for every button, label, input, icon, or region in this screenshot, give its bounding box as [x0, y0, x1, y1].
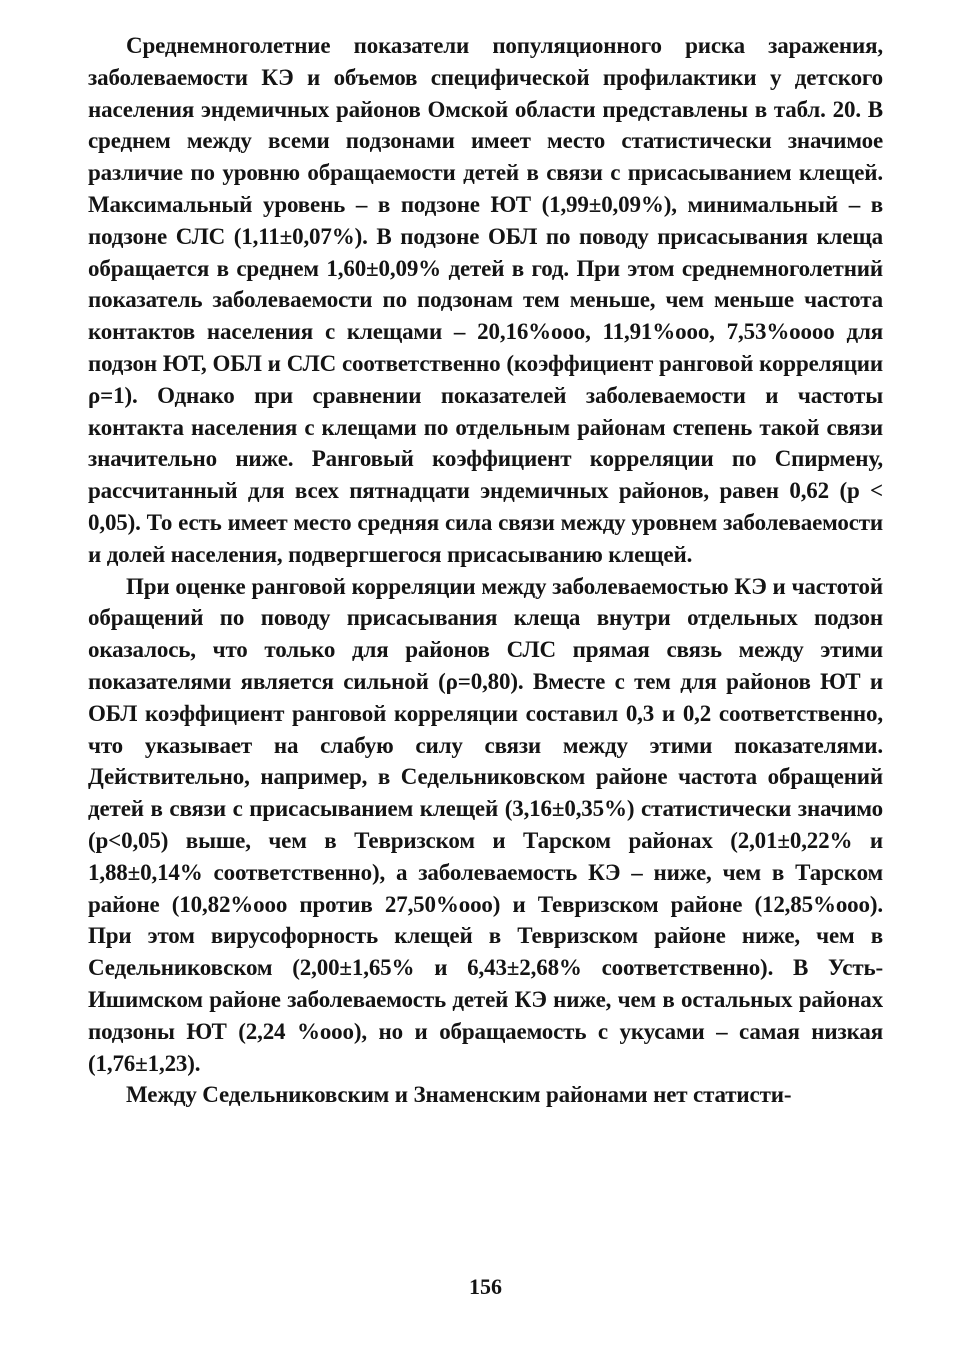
body-text — [88, 30, 883, 1111]
paragraph-1: Среднемноголетние показатели популяционного риска заражения, заболеваемости КЭ и объемов специфической профилактики у детского населения эндемичных районов Омской области представлены в табл. 20. В среднем между всеми подзонами имеет место статистически значимое различие по уровню обращаемости детей в связи с присасыванием клещей. Максимальный уровень – в подзоне ЮТ (1,99±0,09%), минимальный – в подзоне СЛС (1,11±0,07%). В подзоне ОБЛ по поводу присасывания клеща обращается в среднем 1,60±0,09% детей в год. При этом среднемноголетний показатель заболеваемости по подзонам тем меньше, чем меньше частота контактов населения с клещами – 20,16%ooo, 11,91%ooo, 7,53%oooo для подзон ЮТ, ОБЛ и СЛС соответственно (коэффициент ранговой корреляции ρ=1). Однако при сравнении показателей заболеваемости и частоты контакта населения с клещами по отдельным районам степень такой связи значительно ниже. Ранговый коэффициент корреляции по Спирмену, рассчитанный для всех пятнадцати эндемичных районов, равен 0,62 (p < 0,05). То есть имеет место средняя сила связи между уровнем заболеваемости и долей населения, подвергшегося присасыванию клещей. — [88, 33, 883, 567]
paragraph-2: При оценке ранговой корреляции между заболеваемостью КЭ и частотой обращений по поводу присасывания клеща внутри отдельных подзон оказалось, что только для районов СЛС прямая связь между этими показателями является сильной (ρ=0,80). Вместе с тем для районов ЮТ и ОБЛ коэффициент ранговой корреляции составил 0,3 и 0,2 соответственно, что указывает на слабую силу связи между этими показателями. Действительно, например, в Седельниковском районе частота обращений детей в связи с присасыванием клещей (3,16±0,35%) статистически значимо (p<0,05) выше, чем в Тевризском и Тарском районах (2,01±0,22% и 1,88±0,14% соответственно), а заболеваемость КЭ – ниже, чем в Тарском районе (10,82%ooo против 27,50%ooo) и Тевризском районе (12,85%ooo). При этом вирусофорность клещей в Тевризском районе ниже, чем в Седельниковском (2,00±1,65% и 6,43±2,68% соответственно). В Усть-Ишимском районе заболеваемость детей КЭ ниже, чем в остальных районах подзоны ЮТ (2,24 %ooo), но и обращаемость с укусами – самая низкая (1,76±1,23). — [88, 573, 883, 1076]
page-number: 156 — [469, 1274, 502, 1299]
paragraph-3: Между Седельниковским и Знаменским районами нет статисти- — [126, 1082, 792, 1108]
